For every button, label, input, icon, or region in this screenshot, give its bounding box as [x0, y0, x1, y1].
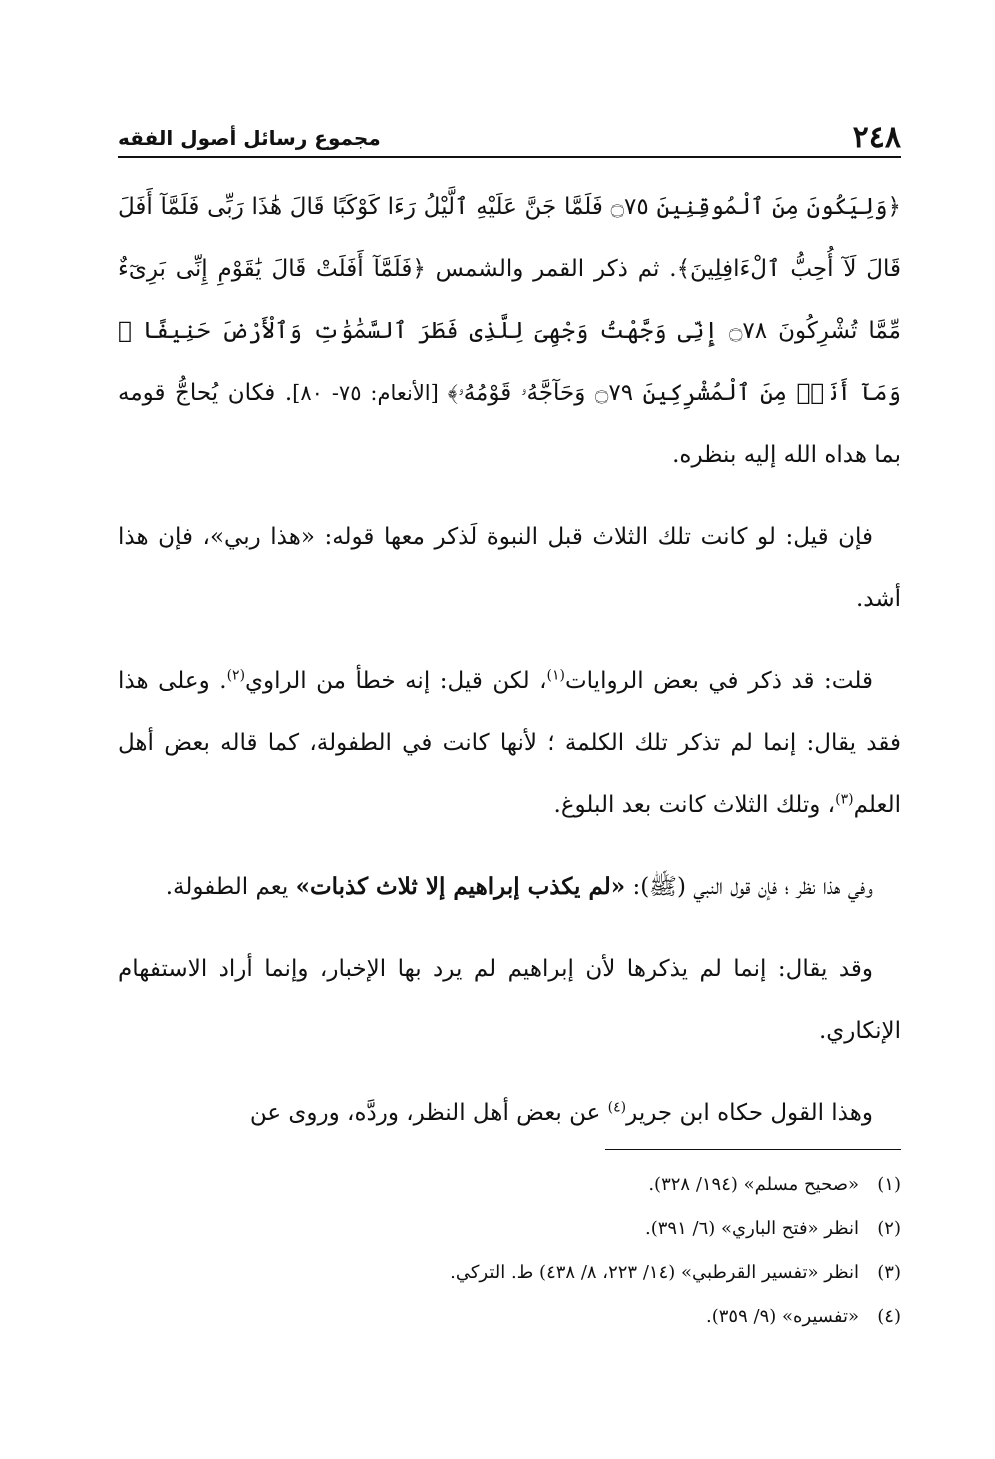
page-header	[118, 116, 901, 158]
footnote-divider	[605, 1149, 901, 1150]
footnote-number: (٣)	[877, 1262, 901, 1283]
footnote-text: «تفسيره» (٩/ ٣٥٩).	[706, 1306, 859, 1327]
footnote-text: انظر «فتح الباري» (٦/ ٣٩١).	[645, 1218, 859, 1239]
paragraph-text: وهذا القول حكاه ابن جرير	[626, 1100, 873, 1126]
hadith-quote: «لم يكذب إبراهيم إلا ثلاث كذبات»	[295, 873, 626, 900]
main-text	[118, 176, 901, 1164]
footnote-item	[118, 1163, 901, 1207]
footnotes	[118, 1163, 901, 1339]
footnote-number: (١)	[877, 1174, 901, 1195]
paragraph-objection: فإن قيل: لو كانت تلك الثلاث قبل النبوة لَذكر معها قوله: «هذا ربي»، فإن هذا أشد.	[118, 524, 901, 612]
footnote-marker-1: (١)	[546, 667, 566, 684]
paragraph-text: . ثم ذكر القمر والشمس	[425, 256, 677, 282]
paragraph-text: . وعلى هذا فقد يقال: إنما لم تذكر تلك الكلمة ؛ لأنها كانت في الطفولة، كما قاله بعض أهل العلم	[118, 668, 901, 818]
paragraph-text: ، لكن قيل: إنه خطأ من الراوي	[245, 668, 547, 694]
page-number: ٢٤٨	[852, 120, 901, 155]
footnote-text: «صحيح مسلم» (١٩٤/ ٣٢٨).	[648, 1174, 859, 1195]
footnote-text: انظر «تفسير القرطبي» (١٤/ ٢٢٣، ٨/ ٤٣٨) ط. التركي.	[450, 1262, 859, 1283]
verse-reference: [الأنعام: ٧٥- ٨٠]	[292, 381, 448, 405]
footnote-marker-2: (٢)	[226, 667, 246, 684]
footnote-item	[118, 1207, 901, 1251]
paragraph-verse	[118, 176, 901, 486]
paragraph-text: ، وتلك الثلاث كانت بعد البلوغ.	[553, 792, 836, 818]
paragraph-text: عن بعض أهل النظر، وردَّه، وروى عن	[249, 1100, 608, 1126]
running-title: مجموع رسائل أصول الفقه	[118, 126, 381, 150]
paragraph-hadith	[118, 856, 901, 918]
paragraph-text: يعم الطفولة.	[165, 874, 296, 900]
quran-verse-1: ﴿وَلِيَكُونَ مِنَ ٱلْمُوقِنِينَ ۝٧٥ فَلَمَّا جَنَّ عَلَيْهِ ٱلَّيْلُ رَءَا كَوْكَبًا قَالَ هَٰذَا رَبِّى فَلَمَّآ أَفَلَ قَالَ لَآ أُحِبُّ ٱلْءَافِلِينَ﴾	[118, 194, 901, 282]
footnote-marker-3: (٣)	[835, 791, 854, 808]
footnote-number: (٢)	[877, 1218, 901, 1239]
paragraph-text: وفي هذا نظر ؛ فإن قول النبي (ﷺ):	[625, 874, 873, 900]
footnote-item	[118, 1251, 901, 1295]
paragraph-reply	[118, 650, 901, 836]
quran-verse-2: ﴿فَلَمَّآ أَفَلَتْ قَالَ يَٰقَوْمِ إِنِّى بَرِىٓءٌ مِّمَّا تُشْرِكُونَ ۝٧٨ إِنِّى وَجَّهْتُ وَجْهِىَ لِلَّذِى فَطَرَ ٱلسَّمَٰوَٰتِ وَٱلْأَرْضَ حَنِيفًا ۖ وَمَآ أَنَا۠ مِنَ ٱلْمُشْرِكِينَ ۝٧٩ وَحَآجَّهُۥ قَوْمُهُۥ﴾	[118, 256, 902, 406]
paragraph-text: قلت: قد ذكر في بعض الروايات	[565, 668, 874, 694]
footnote-item	[118, 1295, 901, 1339]
footnote-marker-4: (٤)	[607, 1099, 627, 1116]
footnote-number: (٤)	[877, 1306, 901, 1327]
paragraph-alternative: وقد يقال: إنما لم يذكرها لأن إبراهيم لم يرد بها الإخبار، وإنما أراد الاستفهام الإنكاري.	[118, 956, 901, 1044]
paragraph-text: . فكان يُحاجُّ قومه بما هداه الله إليه بنظره.	[118, 380, 901, 468]
paragraph-ibn-jarir	[118, 1082, 901, 1144]
